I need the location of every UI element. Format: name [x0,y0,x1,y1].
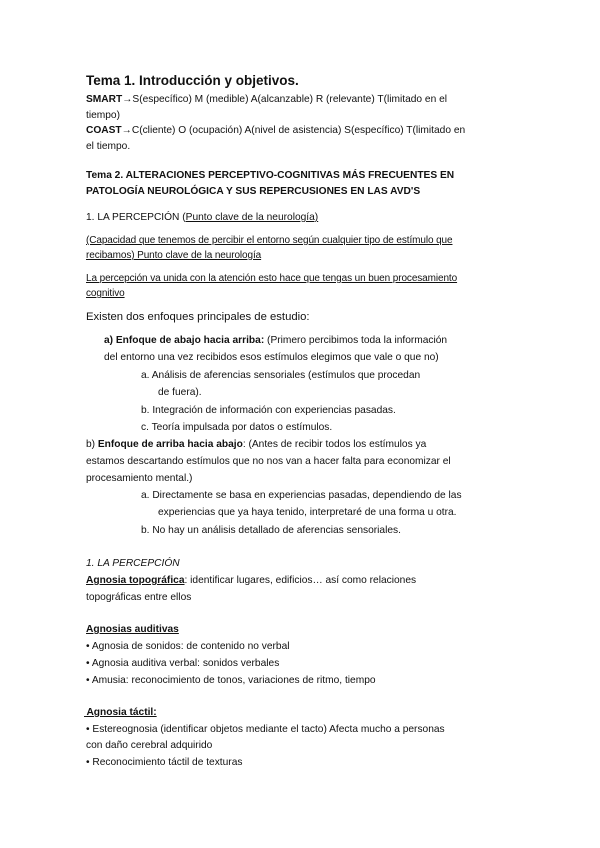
agnosia-auditiva-item: • Amusia: reconocimiento de tonos, variaciones de ritmo, tiempo [86,675,376,686]
enfoque-a-item: de fuera). [158,387,202,398]
agnosia-auditiva-item: • Agnosia auditiva verbal: sonidos verbales [86,658,280,669]
definition-line2: recibamos) Punto clave de la neurología [86,250,262,261]
tema1-title: Tema 1. Introducción y objetivos. [86,73,299,88]
percepcion-heading: 1. LA PERCEPCIÓN [86,558,180,569]
enfoque-b-line3: procesamiento mental.) [86,473,193,484]
tema2-title-line1: Tema 2. ALTERACIONES PERCEPTIVO-COGNITIVAS MÁS FRECUENTES EN [86,170,455,181]
section-heading-note: Punto clave de la neurología) [185,212,319,223]
enfoque-b-label: Enfoque de arriba hacia abajo [97,439,243,450]
enfoque-a-cont: del entorno una vez recibidos esos estímulos elegimos que vale o que no) [104,352,439,363]
smart-label: SMART [86,94,123,105]
enfoque-a-item: a. Análisis de aferencias sensoriales (estímulos que procedan [141,370,421,381]
enfoque-a-label: a) Enfoque de abajo hacia arriba: [104,335,265,346]
smart-line [86,94,447,105]
section-heading-percepcion [86,212,318,223]
agnosia-tactil-item: • Estereognosia (identificar objetos mediante el tacto) Afecta mucho a personas [86,724,445,735]
enfoque-b-line2: estamos descartando estímulos que no nos van a hacer falta para economizar el [86,456,451,467]
arrow-icon: → [122,94,133,105]
tema2-title-line2: PATOLOGÍA NEUROLÓGICA Y SUS REPERCUSIONES EN LAS AVD'S [86,186,421,197]
smart-text: S(específico) M (medible) A(alcanzable) R (relevante) T(limitado en el [132,94,448,105]
agnosia-tactil-item: • Reconocimiento táctil de texturas [86,757,243,768]
enfoque-b-item: experiencias que ya haya tenido, interpretaré de una forma u otra. [158,507,457,518]
coast-text: C(cliente) O (ocupación) A(nivel de asistencia) S(específico) T(limitado en [131,125,466,136]
arrow-icon: → [121,125,132,136]
enfoque-a-text: (Primero percibimos toda la información [264,335,448,346]
enfoque-b-prefix: b) [86,439,98,450]
coast-cont: el tiempo. [86,141,131,152]
attention-line1: La percepción va unida con la atención esto hace que tengas un buen procesamiento [86,273,458,284]
agnosia-auditiva-item: • Agnosia de sonidos: de contenido no verbal [86,641,290,652]
enfoque-a-item: c. Teoría impulsada por datos o estímulos. [141,422,333,433]
section-heading-text: 1. LA PERCEPCIÓN ( [86,212,186,223]
agnosias-auditivas-heading: Agnosias auditivas [86,624,179,635]
enfoque-b-line [86,439,426,450]
agnosia-topografica-line [86,575,416,586]
enfoque-b-item: b. No hay un análisis detallado de aferencias sensoriales. [141,525,401,536]
attention-line2: cognitivo [86,288,125,299]
agnosia-topografica-cont: topográficas entre ellos [86,592,192,603]
smart-cont: tiempo) [86,110,120,121]
agnosia-topografica-text: : identificar lugares, edificios… así como relaciones [184,575,417,586]
intro-text: Existen dos enfoques principales de estudio: [86,311,310,323]
enfoque-a-line [104,335,447,346]
coast-label: COAST [86,125,122,136]
enfoque-b-text: : (Antes de recibir todos los estímulos ya [242,439,427,450]
enfoque-a-item: b. Integración de información con experiencias pasadas. [141,405,396,416]
agnosia-topografica-label: Agnosia topográfica [86,575,185,586]
enfoque-b-item: a. Directamente se basa en experiencias pasadas, dependiendo de las [141,490,462,501]
agnosia-tactil-heading: Agnosia táctil: [84,707,157,718]
agnosia-tactil-item: con daño cerebral adquirido [86,740,213,751]
definition-line1: (Capacidad que tenemos de percibir el entorno según cualquier tipo de estímulo que [86,235,453,246]
coast-line [86,125,465,136]
